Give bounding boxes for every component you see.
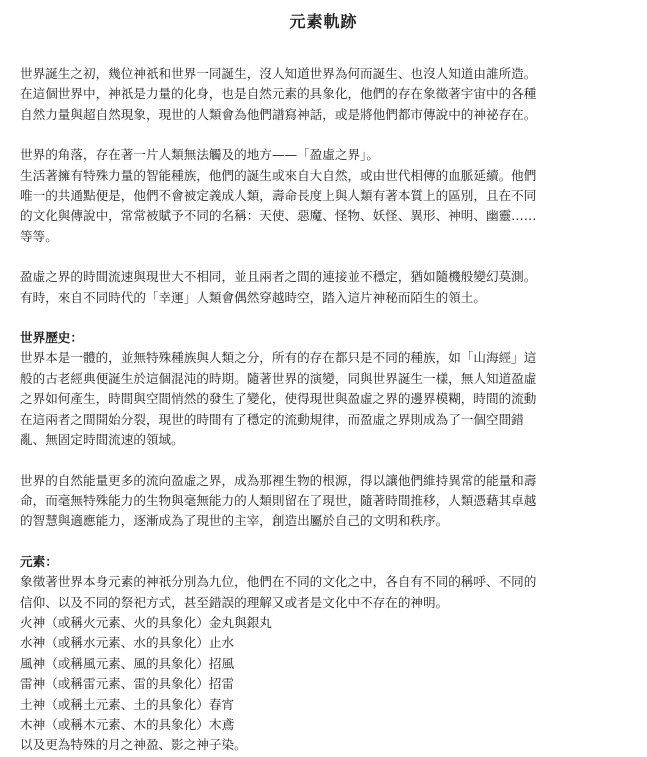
page-title: 元素軌跡 (289, 12, 358, 31)
text-line: 之界如何產生，時間與空間悄然的發生了變化，使得現世與盈虛之界的邊界模糊，時間的流動 (20, 391, 537, 407)
text-line: 亂、無固定時間流速的領域。 (20, 432, 184, 448)
text-line: 般的古老經典便誕生於這個混沌的時期。隨著世界的演變，同與世界誕生一樣，無人知道盈虛 (20, 370, 537, 386)
text-line: 的智慧與適應能力，逐漸成為了現世的主宰，創造出屬於自己的文明和秩序。 (20, 513, 449, 529)
text-line: 在這個世界中，神祇是力量的化身，也是自然元素的具象化，他們的存在象徵著宇宙中的各種 (20, 86, 537, 102)
text-line: 有時，來自不同時代的「幸運」人類會偶然穿越時空，踏入這片神秘而陌生的領土。 (20, 289, 486, 305)
element-thunder-item: 雷神（或稱雷元素、雷的具象化）招雷 (20, 676, 235, 692)
elements-section (20, 552, 627, 756)
section-heading-elements: 元素： (20, 553, 58, 569)
text-line: 的文化與傳說中，常常被賦予不同的名稱：天使、惡魔、怪物、妖怪、異形、神明、幽靈…… (20, 208, 537, 224)
text-line: 世界的角落，存在著一片人類無法觸及的地方——「盈虛之界」。 (20, 147, 379, 163)
text-line: 唯一的共通點便是，他們不會被定義成人類，壽命長度上與人類有著本質上的區別，且在不同 (20, 188, 537, 204)
text-line: 世界本是一體的，並無特殊種族與人類之分，所有的存在都只是不同的種族，如「山海經」這 (20, 350, 537, 366)
text-line: 象徵著世界本身元素的神祇分別為九位，他們在不同的文化之中，各自有不同的稱呼、不同的 (20, 574, 537, 590)
element-wood-item: 木神（或稱木元素、木的具象化）木鳶 (20, 716, 235, 732)
text-line: 自然力量與超自然現象，現世的人類會為他們譜寫神話，或是將他們都市傳說中的神祕存在。 (20, 106, 537, 122)
realm-paragraph (20, 145, 627, 247)
element-wind-item: 風神（或稱風元素、風的具象化）招風 (20, 655, 235, 671)
text-line: 信仰、以及不同的祭祀方式，甚至錯誤的理解又或者是文化中不存在的神明。 (20, 594, 449, 610)
text-line: 命，而毫無特殊能力的生物與毫無能力的人類則留在了現世，隨著時間推移，人類憑藉其卓越 (20, 492, 537, 508)
text-line: 等等。 (20, 228, 58, 244)
history-section (20, 328, 627, 450)
text-line: 盈虛之界的時間流速與現世大不相同，並且兩者之間的連接並不穩定，猶如隨機般變幻莫測。 (20, 269, 537, 285)
element-special-item: 以及更為特殊的月之神盈、影之神子染。 (20, 737, 247, 753)
element-fire-item: 火神（或稱火元素、火的具象化）金丸與銀丸 (20, 614, 272, 630)
text-line: 在這兩者之間開始分裂，現世的時間有了穩定的流動規律，而盈虛之界則成為了一個空間錯 (20, 411, 524, 427)
text-line: 世界的自然能量更多的流向盈虛之界，成為那裡生物的根源，得以讓他們維持異常的能量和壽 (20, 472, 537, 488)
energy-paragraph (20, 471, 627, 532)
time-paragraph (20, 267, 627, 308)
text-line: 世界誕生之初，幾位神祇和世界一同誕生，沒人知道世界為何而誕生、也沒人知道由誰所造。 (20, 66, 537, 81)
element-water-item: 水神（或稱水元素、水的具象化）止水 (20, 635, 235, 651)
text-line: 生活著擁有特殊力量的智能種族，他們的誕生或來自大自然，或由世代相傳的血脈延續。他們 (20, 167, 537, 183)
intro-paragraph (20, 64, 627, 125)
element-earth-item: 土神（或稱土元素、土的具象化）春宵 (20, 696, 235, 712)
section-heading-history: 世界歷史： (20, 330, 83, 346)
